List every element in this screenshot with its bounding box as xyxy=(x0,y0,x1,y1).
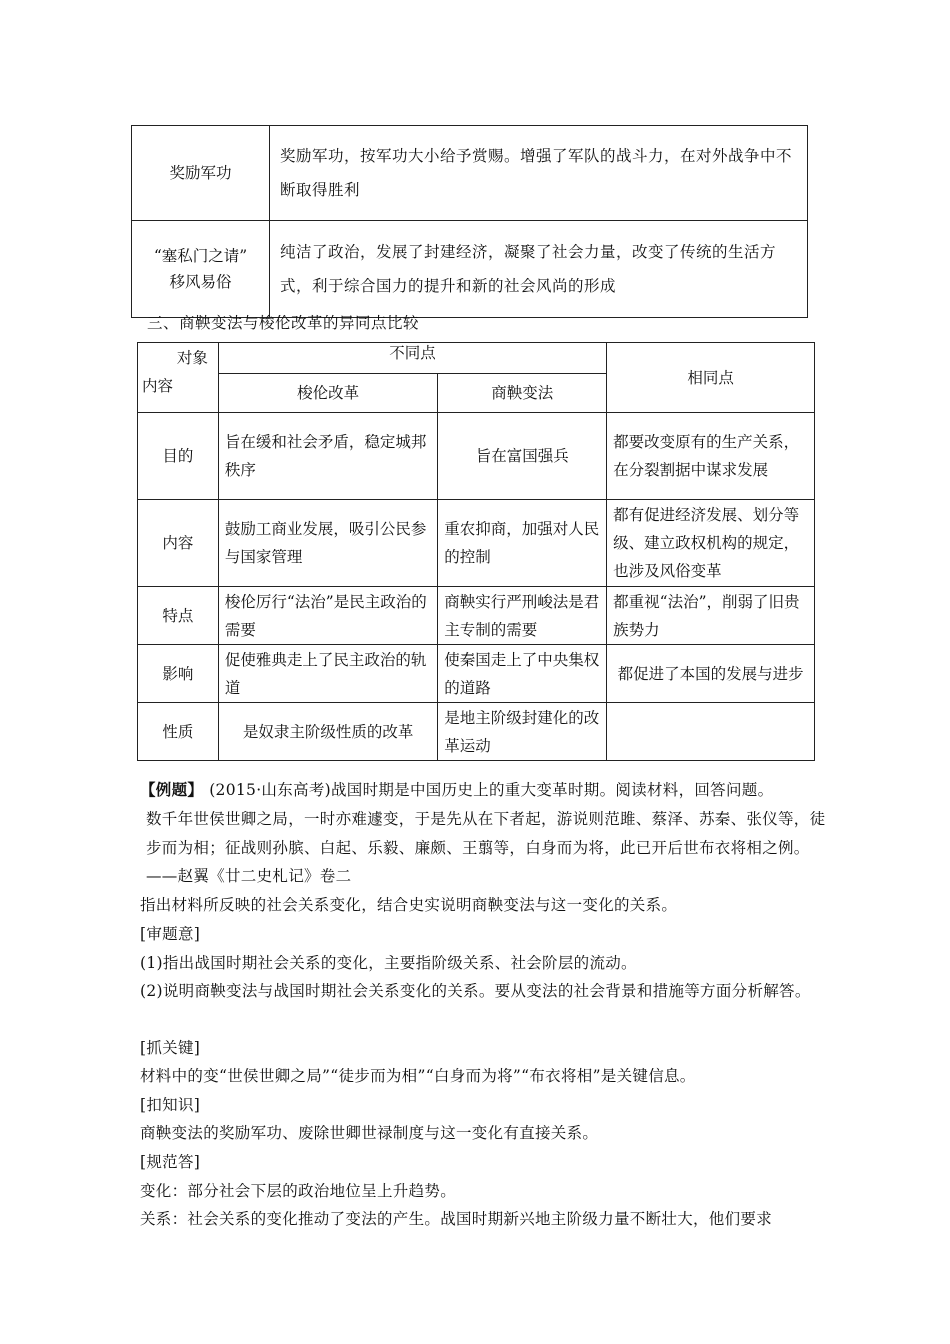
row-label: 影响 xyxy=(138,645,219,703)
same-cell: 都重视“法治”，削弱了旧贵族势力 xyxy=(607,587,815,645)
corner-cell xyxy=(138,343,219,413)
example-question: 指出材料所反映的社会关系变化，结合史实说明商鞅变法与这一变化的关系。 xyxy=(140,896,678,914)
row-text: 奖励军功，按军功大小给予赏赐。增强了军队的战斗力，在对外战争中不断取得胜利 xyxy=(270,126,808,221)
gui-change: 变化：部分社会下层的政治地位呈上升趋势。 xyxy=(140,1182,457,1200)
row-label: 奖励军功 xyxy=(132,126,270,221)
shang-cell: 商鞅实行严刑峻法是君主专制的需要 xyxy=(438,587,607,645)
shang-cell: 重农抑商，加强对人民的控制 xyxy=(438,500,607,587)
corner-top: 对象 xyxy=(176,349,208,367)
corner-bottom: 内容 xyxy=(142,377,174,395)
table-row xyxy=(138,703,815,761)
same-header: 相同点 xyxy=(607,343,815,413)
comparison-table xyxy=(137,342,815,761)
zhua-text: 材料中的变“世侯世卿之局”“徒步而为相”“白身而为将”“布衣将相”是关键信息。 xyxy=(140,1067,696,1085)
kou-text: 商鞅变法的奖励军功、废除世卿世禄制度与这一变化有直接关系。 xyxy=(140,1124,599,1142)
table-row xyxy=(138,413,815,500)
heading-shen: [审题意] xyxy=(140,925,201,943)
shen-point-1: (1)指出战国时期社会关系的变化，主要指阶级关系、社会阶层的流动。 xyxy=(140,954,637,972)
row-label: 内容 xyxy=(138,500,219,587)
row-label: 目的 xyxy=(138,413,219,500)
solon-cell: 鼓励工商业发展，吸引公民参与国家管理 xyxy=(218,500,437,587)
diff-header: 不同点 xyxy=(218,343,606,374)
shang-header: 商鞅变法 xyxy=(438,374,607,413)
solon-cell: 促使雅典走上了民主政治的轨道 xyxy=(218,645,437,703)
heading-kou: [扣知识] xyxy=(140,1096,201,1114)
row-label-line2: 移风易俗 xyxy=(169,273,232,291)
heading-gui: [规范答] xyxy=(140,1153,201,1171)
table-row xyxy=(138,500,815,587)
solon-cell: 梭伦厉行“法治”是民主政治的需要 xyxy=(218,587,437,645)
row-label: 特点 xyxy=(138,587,219,645)
table-row xyxy=(138,645,815,703)
shen-point-2: (2)说明商鞅变法与战国时期社会关系变化的关系。要从变法的社会背景和措施等方面分析解答。 xyxy=(140,982,811,1000)
shang-cell: 旨在富国强兵 xyxy=(438,413,607,500)
shang-cell: 是地主阶级封建化的改革运动 xyxy=(438,703,607,761)
row-label: 性质 xyxy=(138,703,219,761)
row-label-line1: “塞私门之请” xyxy=(153,247,248,265)
solon-cell: 旨在缓和社会矛盾，稳定城邦秩序 xyxy=(218,413,437,500)
example-intro xyxy=(140,776,830,805)
table-header-row xyxy=(138,343,815,374)
solon-header: 梭伦改革 xyxy=(218,374,437,413)
heading-zhua: [抓关键] xyxy=(140,1039,201,1057)
table-row xyxy=(132,126,808,221)
example-quote: 数千年世侯世卿之局，一时亦难遽变，于是先从在下者起，游说则范雎、蔡泽、苏秦、张仪等，徒步而为相；征战则孙膑、白起、乐毅、廉颇、王翦等，白身而为将，此已开后世布衣将相之例。——赵翼《廿二史札记》卷二 xyxy=(146,810,826,885)
same-cell: 都要改变原有的生产关系，在分裂割据中谋求发展 xyxy=(607,413,815,500)
same-cell xyxy=(607,703,815,761)
reform-effects-table xyxy=(131,125,808,318)
gui-relation: 关系：社会关系的变化推动了变法的产生。战国时期新兴地主阶级力量不断壮大，他们要求 xyxy=(140,1210,773,1228)
same-cell: 都促进了本国的发展与进步 xyxy=(607,645,815,703)
table-row xyxy=(132,221,808,318)
same-cell: 都有促进经济发展、划分等级、建立政权机构的规定，也涉及风俗变革 xyxy=(607,500,815,587)
row-label xyxy=(132,221,270,318)
section-heading: 三、商鞅变法与梭伦改革的异同点比较 xyxy=(147,314,420,332)
example-source: (2015·山东高考)战国时期是中国历史上的重大变革时期。阅读材料，回答问题。 xyxy=(209,781,774,799)
solon-cell: 是奴隶主阶级性质的改革 xyxy=(218,703,437,761)
row-text: 纯洁了政治，发展了封建经济，凝聚了社会力量，改变了传统的生活方式，利于综合国力的提升和新的社会风尚的形成 xyxy=(270,221,808,318)
example-tag: 【例题】 xyxy=(140,780,204,799)
table-row xyxy=(138,587,815,645)
shang-cell: 使秦国走上了中央集权的道路 xyxy=(438,645,607,703)
